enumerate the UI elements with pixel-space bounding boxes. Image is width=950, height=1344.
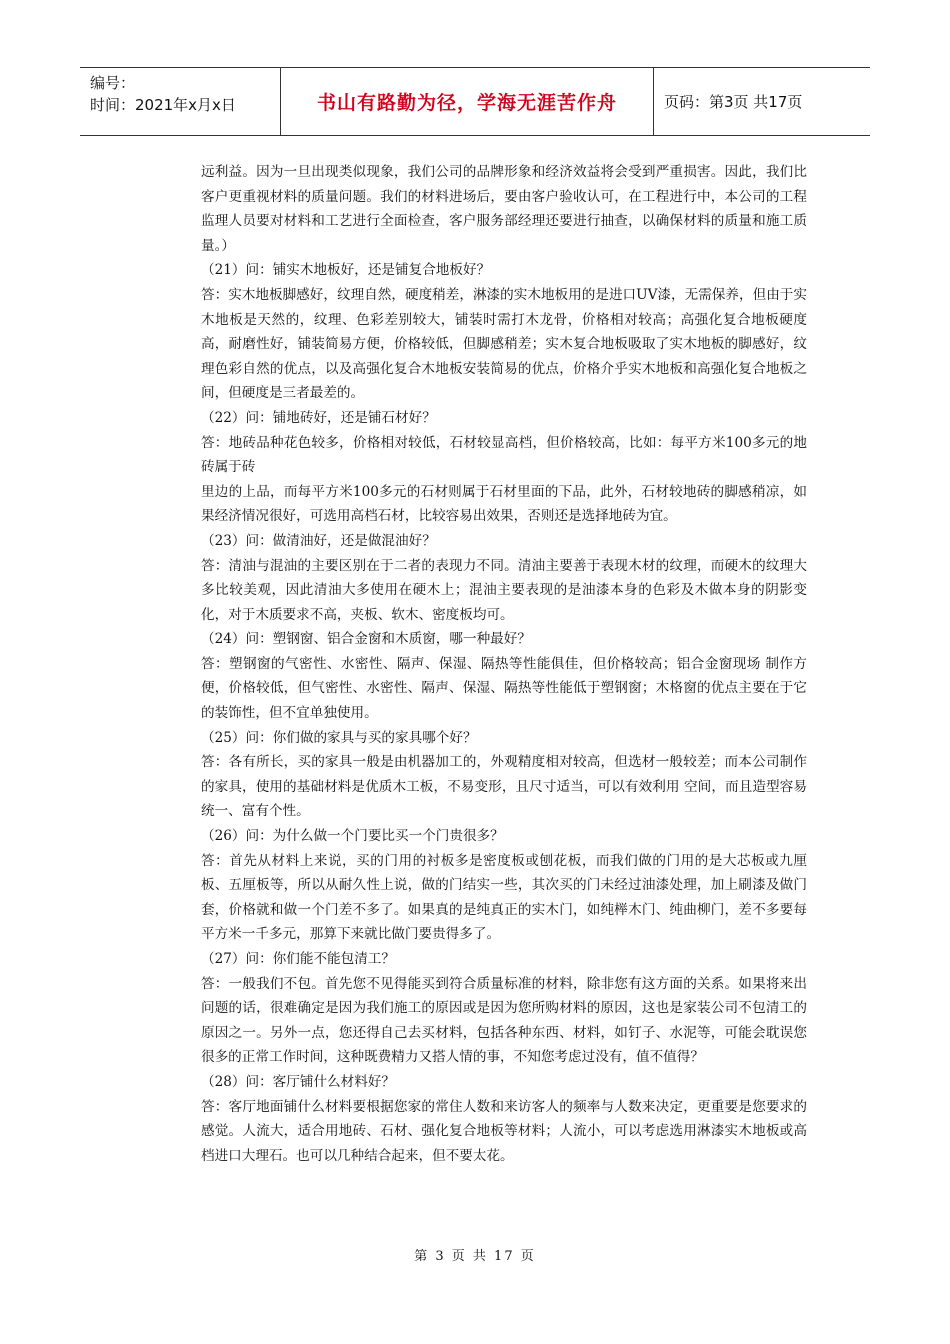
header-motto: 书山有路勤为径，学海无涯苦作舟: [281, 68, 654, 135]
answer-24: 答：塑钢窗的气密性、水密性、隔声、保湿、隔热等性能俱佳，但价格较高；铝合金窗现场 制作方便，价格较低，但气密性、水密性、隔声、保湿、隔热等性能低于塑钢窗；木格窗的优点主要在于它的装饰性，但不宜单独使用。: [201, 655, 807, 722]
answer-28: 答：客厅地面铺什么材料要根据您家的常住人数和来访客人的频率与人数来决定，更重要是您要求的感觉。人流大，适合用地砖、石材、强化复合地板等材料；人流小，可以考虑选用淋漆实木地板或高档进口大理石。也可以几种结合起来，但不要太花。: [201, 1098, 807, 1164]
question-22: （22）问：铺地砖好，还是铺石材好？: [201, 409, 436, 426]
question-21: （21）问：铺实木地板好，还是铺复合地板好？: [201, 262, 491, 279]
page-footer: 第 3 页 共 17 页: [414, 1249, 536, 1264]
document-date: 时间：2021年x月x日: [90, 96, 236, 114]
answer-22-continued: 里边的上品，而每平方米100多元的石材则属于石材里面的下品，此外，石材较地砖的脚感稍凉，如果经济情况很好，可选用高档石材，比较容易出效果，否则还是选择地砖为宜。: [201, 483, 807, 525]
document-number-label: 编号：: [90, 74, 136, 92]
question-26: （26）问：为什么做一个门要比买一个门贵很多？: [201, 828, 504, 845]
answer-22: 答：地砖品种花色较多，价格相对较低，石材较显高档，但价格较高，比如：每平方米100多元的地砖属于砖: [201, 434, 807, 476]
answer-27: 答：一般我们不包。首先您不见得能买到符合质量标准的材料，除非您有这方面的关系。如果将来出问题的话，很难确定是因为我们施工的原因或是因为您所购材料的原因，这也是家装公司不包清工的原因之一。另外一点，您还得自己去买材料，包括各种东西、材料，如钉子、水泥等，可能会耽误您很多的正常工作时间，这种既费精力又搭人情的事，不知您考虑过没有，值不值得？: [201, 975, 807, 1066]
page-header: [80, 67, 870, 136]
header-page-info: 页码：第3页 共17页: [664, 93, 803, 111]
paragraph: 远利益。因为一旦出现类似现象，我们公司的品牌形象和经济效益将会受到严重损害。因此，我们比客户更重视材料的质量问题。我们的材料进场后，要由客户验收认可，在工程进行中，本公司的工程监理人员要对材料和工艺进行全面检查，客户服务部经理还要进行抽查，以确保材料的质量和施工质量。）: [201, 164, 807, 254]
answer-21: 答：实木地板脚感好，纹理自然，硬度稍差，淋漆的实木地板用的是进口UV漆，无需保养，但由于实木地板是天然的，纹理、色彩差别较大，铺装时需打木龙骨，价格相对较高；高强化复合地板硬度高，耐磨性好，铺装简易方便，价格较低，但脚感稍差；实木复合地板吸取了实木地板的脚感好，纹理色彩自然的优点，以及高强化复合木地板安装简易的优点，价格介乎实木地板和高强化复合地板之间，但硬度是三者最差的。: [201, 286, 807, 402]
document-body: [201, 160, 807, 1168]
header-meta: [80, 68, 281, 135]
question-28: （28）问：客厅铺什么材料好？: [201, 1073, 396, 1090]
question-23: （23）问：做清油好，还是做混油好？: [201, 532, 436, 549]
question-27: （27）问：你们能不能包清工？: [201, 951, 396, 967]
answer-25: 答：各有所长，买的家具一般是由机器加工的，外观精度相对较高，但选材一般较差；而本公司制作的家具，使用的基础材料是优质木工板，不易变形，且尺寸适当，可以有效利用 空间，而且造型容易统一、富有个性。: [201, 754, 807, 820]
answer-26: 答：首先从材料上来说，买的门用的衬板多是密度板或刨花板，而我们做的门用的是大芯板或九厘板、五厘板等，所以从耐久性上说，做的门结实一些，其次买的门未经过油漆处理，加上刷漆及做门套，价格就和做一个门差不多了。如果真的是纯真正的实木门，如纯榉木门、纯曲柳门，差不多要每平方米一千多元，那算下来就比做门要贵得多了。: [201, 852, 807, 943]
answer-23: 答：清油与混油的主要区别在于二者的表现力不同。清油主要善于表现木材的纹理，而硬木的纹理大多比较美观，因此清油大多使用在硬木上；混油主要表现的是油漆本身的色彩及木做本身的阴影变化，对于木质要求不高，夹板、软木、密度板均可。: [201, 557, 807, 623]
question-25: （25）问：你们做的家具与买的家具哪个好？: [201, 729, 477, 746]
question-24: （24）问：塑钢窗、铝合金窗和木质窗，哪一种最好？: [201, 631, 531, 648]
